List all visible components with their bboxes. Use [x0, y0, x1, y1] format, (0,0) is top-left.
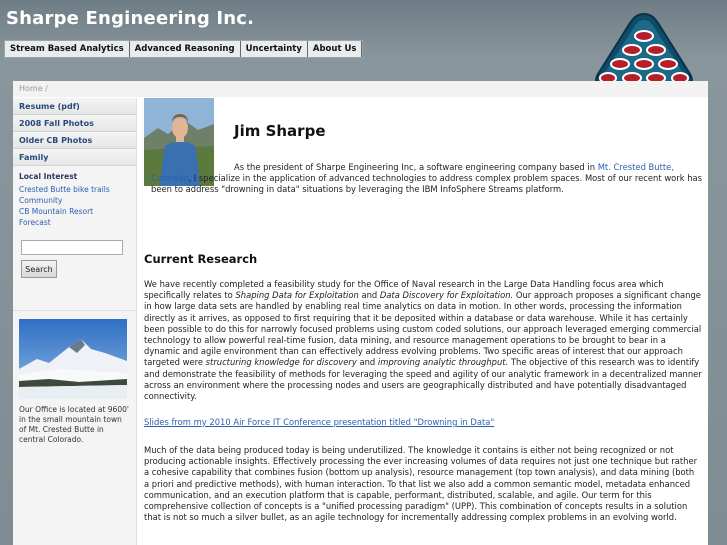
research-paragraph-1: [144, 279, 702, 402]
link-crested-butte-bike-trails[interactable]: Crested Butte bike trails: [19, 185, 110, 194]
location-link[interactable]: Mt. Crested Butte, Colorado: [151, 162, 674, 183]
p1-text-a: We have recently completed a feasibility study for the Office of Naval research in the Large Data Handling focus area which specifically relates to: [144, 279, 664, 301]
p1-em-2: Data Discovery for Exploitation.: [379, 290, 514, 301]
office-photo-box: [13, 310, 137, 453]
link-cb-mountain-resort[interactable]: CB Mountain Resort: [19, 207, 94, 216]
office-mountain-photo: [19, 319, 127, 399]
intro-paragraph: [151, 162, 704, 195]
p1-em-1: Shaping Data for Exploitation: [235, 290, 359, 301]
research-heading: Current Research: [144, 252, 258, 266]
sidebar-item-family[interactable]: Family: [13, 149, 136, 166]
research-paragraph-2: Much of the data being produced today is being underutilized. The knowledge it contains is either not being recognized or not producing actionable insights. Effectively processing the ever increasing volumes of data requires not just one technique but rather a cohesive capability that combines fusion (bottom up analysis), resource management (top town analysis), and data mining (both a priori and predictive methods), with human interaction. To that list we also add a common semantic model, metadata enhanced communication, and an execution platform that is capable, performant, distributed, scalable, and agile. Our term for this comprehensive collection of concepts is a "unified processing paradigm" (UPP). This combination of concepts results in a solution that is not so much a silver bullet, as an agile technology for incrementally addressing complex problems in an evolving world.: [144, 445, 698, 523]
sidebar-item-2008-fall-photos[interactable]: 2008 Fall Photos: [13, 115, 136, 132]
p1-text-b: and: [358, 290, 380, 301]
top-nav: [4, 40, 363, 58]
local-interest-heading: Local Interest: [19, 172, 78, 181]
sidebar-item-older-cb-photos[interactable]: Older CB Photos: [13, 132, 136, 149]
person-name: Jim Sharpe: [234, 122, 326, 140]
nav-stream-based-analytics[interactable]: Stream Based Analytics: [5, 41, 130, 57]
sidebar-item-resume[interactable]: Resume (pdf): [13, 98, 136, 115]
site-title[interactable]: Sharpe Engineering Inc.: [6, 8, 255, 29]
intro-text-1: As the president of Sharpe Engineering Inc, a software engineering company based in: [234, 162, 598, 172]
sidebar: [13, 98, 137, 545]
nav-uncertainty[interactable]: Uncertainty: [241, 41, 308, 57]
slides-link[interactable]: Slides from my 2010 Air Force IT Conference presentation titled "Drowning in Data": [144, 417, 495, 427]
nav-advanced-reasoning[interactable]: Advanced Reasoning: [130, 41, 241, 57]
p1-text-d: and: [356, 357, 378, 368]
search-input[interactable]: [21, 240, 123, 255]
p1-text-c: Our approach proposes a significant change in how large data sets are handled by enabling real time analytics on data in motion. In other words, processing the information directly as it arrives, as opposed to first requiring that it be deposited within a database or data warehouse. While it has certainly been possible to do this for narrowly focused problems using custom coded solutions, our approach leveraged emerging commercial technology to allow powerful real-time fusion, data mining, and resource management operations to be brought to bear in a dynamic and agile environment than can effectively address evolving problems. Two specific areas of interest that our approach targeted were: [144, 290, 702, 368]
p1-em-3: structuring knowledge for discovery: [205, 357, 357, 368]
local-interest-box: [13, 166, 136, 232]
p1-text-e: The objective of this research was to identify and demonstrate the feasibility of methods for leveraging the speed and agility of our analytic framework in a decentralized manner across an environment where the processing nodes and users are geographically distributed and have potentially disadvantaged connectivity.: [144, 357, 702, 402]
search-button[interactable]: Search: [21, 260, 57, 278]
breadcrumb[interactable]: Home /: [13, 81, 708, 97]
p1-em-4: improving analytic throughput.: [377, 357, 509, 368]
link-forecast[interactable]: Forecast: [19, 218, 51, 227]
intro-text-2: , I specialize in the application of advanced technologies to address complex problem spaces. Most of our recent work has been to address "drowning in data" situations by leveraging the IBM InfoSphere Streams platform.: [151, 173, 703, 194]
link-community[interactable]: Community: [19, 196, 63, 205]
page-container: [13, 81, 708, 545]
office-caption: Our Office is located at 9600' in the small mountain town of Mt. Crested Butte in central Colorado.: [19, 405, 129, 444]
nav-about-us[interactable]: About Us: [308, 41, 363, 57]
